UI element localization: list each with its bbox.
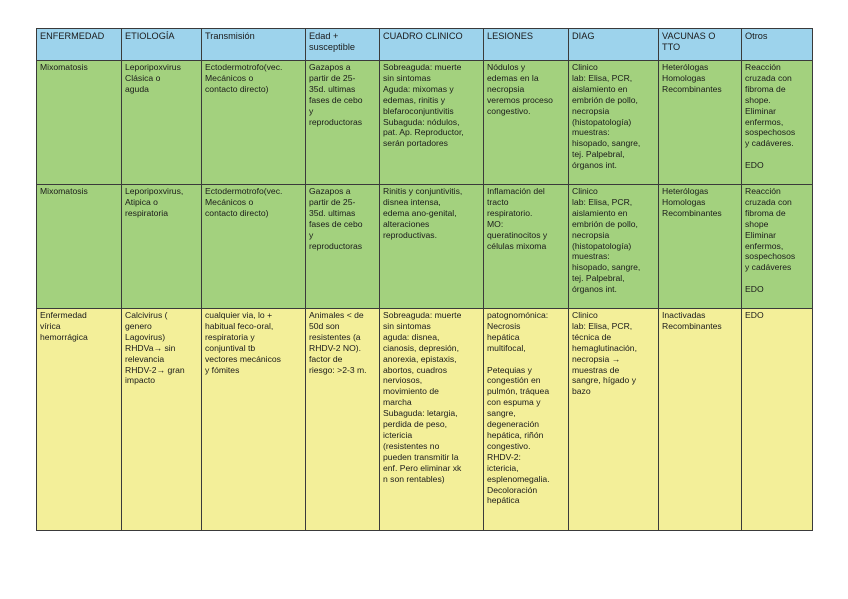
table-cell: Enfermedad vírica hemorrágica xyxy=(37,309,122,531)
table-cell: Reacción cruzada con fibroma de shope. Eliminar enfermos, sospechosos y cadáveres. EDO xyxy=(742,61,813,185)
table-row-mixomatosis-atipica xyxy=(37,185,813,309)
table-cell: Mixomatosis xyxy=(37,185,122,309)
header-diag: DIAG xyxy=(569,29,659,61)
table-cell: Clinico lab: Elisa, PCR, aislamiento en embrión de pollo, necropsia (histopatología) muestras: hisopado, sangre, tej. Palpebral, órganos int. xyxy=(569,61,659,185)
table-cell: Sobreaguda: muerte sin sintomas Aguda: mixomas y edemas, rinitis y blefaroconjuntivitis Subaguda: nódulos, pat. Ap. Reproductor, serán portadores xyxy=(380,61,484,185)
table-cell: Ectodermotrofo(vec. Mecánicos o contacto directo) xyxy=(202,185,306,309)
table-cell: Clinico lab: Elisa, PCR, técnica de hemaglutinación, necropsia → muestras de sangre, hígado y bazo xyxy=(569,309,659,531)
header-cuadro-clinico: CUADRO CLINICO xyxy=(380,29,484,61)
header-lesiones: LESIONES xyxy=(484,29,569,61)
table-cell: patognomónica: Necrosis hepática multifocal, Petequias y congestión en pulmón, tráquea con espuma y sangre, degeneración hepática, riñón congestivo. RHDV-2: ictericia, esplenomegalia. Decoloración hepática xyxy=(484,309,569,531)
table-cell: Gazapos a partir de 25- 35d. ultimas fases de cebo y reproductoras xyxy=(306,61,380,185)
table-row-enfermedad-hemorragica xyxy=(37,309,813,531)
table-cell: Inflamación del tracto respiratorio. MO: queratinocitos y células mixoma xyxy=(484,185,569,309)
table-cell: Sobreaguda: muerte sin sintomas aguda: disnea, cianosis, depresión, anorexia, epistaxis, abortos, cuadros nerviosos, movimiento de marcha Subaguda: letargia, perdida de peso, ictericia (resistentes no pueden transmitir la enf. Pero eliminar xk n son rentables) xyxy=(380,309,484,531)
header-transmision: Transmisión xyxy=(202,29,306,61)
table-cell: Leporipoxvirus Clásica o aguda xyxy=(122,61,202,185)
header-edad: Edad + susceptible xyxy=(306,29,380,61)
table-cell: Mixomatosis xyxy=(37,61,122,185)
header-otros: Otros xyxy=(742,29,813,61)
table-row-mixomatosis-clasica xyxy=(37,61,813,185)
table-cell: Animales < de 50d son resistentes (a RHDV-2 NO). factor de riesgo: >2-3 m. xyxy=(306,309,380,531)
header-enfermedad: ENFERMEDAD xyxy=(37,29,122,61)
table-cell: Heterólogas Homologas Recombinantes xyxy=(659,185,742,309)
table-cell: Calcivirus ( genero Lagovirus) RHDVa→ sin relevancia RHDV-2→ gran impacto xyxy=(122,309,202,531)
table-cell: Leporipoxvirus, Atipica o respiratoria xyxy=(122,185,202,309)
header-row xyxy=(37,29,813,61)
header-vacunas: VACUNAS O TTO xyxy=(659,29,742,61)
table-cell: Heterólogas Homologas Recombinantes xyxy=(659,61,742,185)
table-cell: EDO xyxy=(742,309,813,531)
table-cell: Ectodermotrofo(vec. Mecánicos o contacto directo) xyxy=(202,61,306,185)
table-cell: Clinico lab: Elisa, PCR, aislamiento en embrión de pollo, necropsia (histopatología) muestras: hisopado, sangre, tej. Palpebral, órganos int. xyxy=(569,185,659,309)
table-cell: cualquier via, lo + habitual feco-oral, respiratoria y conjuntival tb vectores mecánicos y fómites xyxy=(202,309,306,531)
table-cell: Rinitis y conjuntivitis, disnea intensa, edema ano-genital, alteraciones reproductivas. xyxy=(380,185,484,309)
disease-table xyxy=(36,28,813,531)
table-cell: Gazapos a partir de 25- 35d. ultimas fases de cebo y reproductoras xyxy=(306,185,380,309)
header-etiologia: ETIOLOGÍA xyxy=(122,29,202,61)
table-cell: Nódulos y edemas en la necropsia veremos proceso congestivo. xyxy=(484,61,569,185)
table-cell: Reacción cruzada con fibroma de shope Eliminar enfermos, sospechosos y cadáveres EDO xyxy=(742,185,813,309)
table-cell: Inactivadas Recombinantes xyxy=(659,309,742,531)
